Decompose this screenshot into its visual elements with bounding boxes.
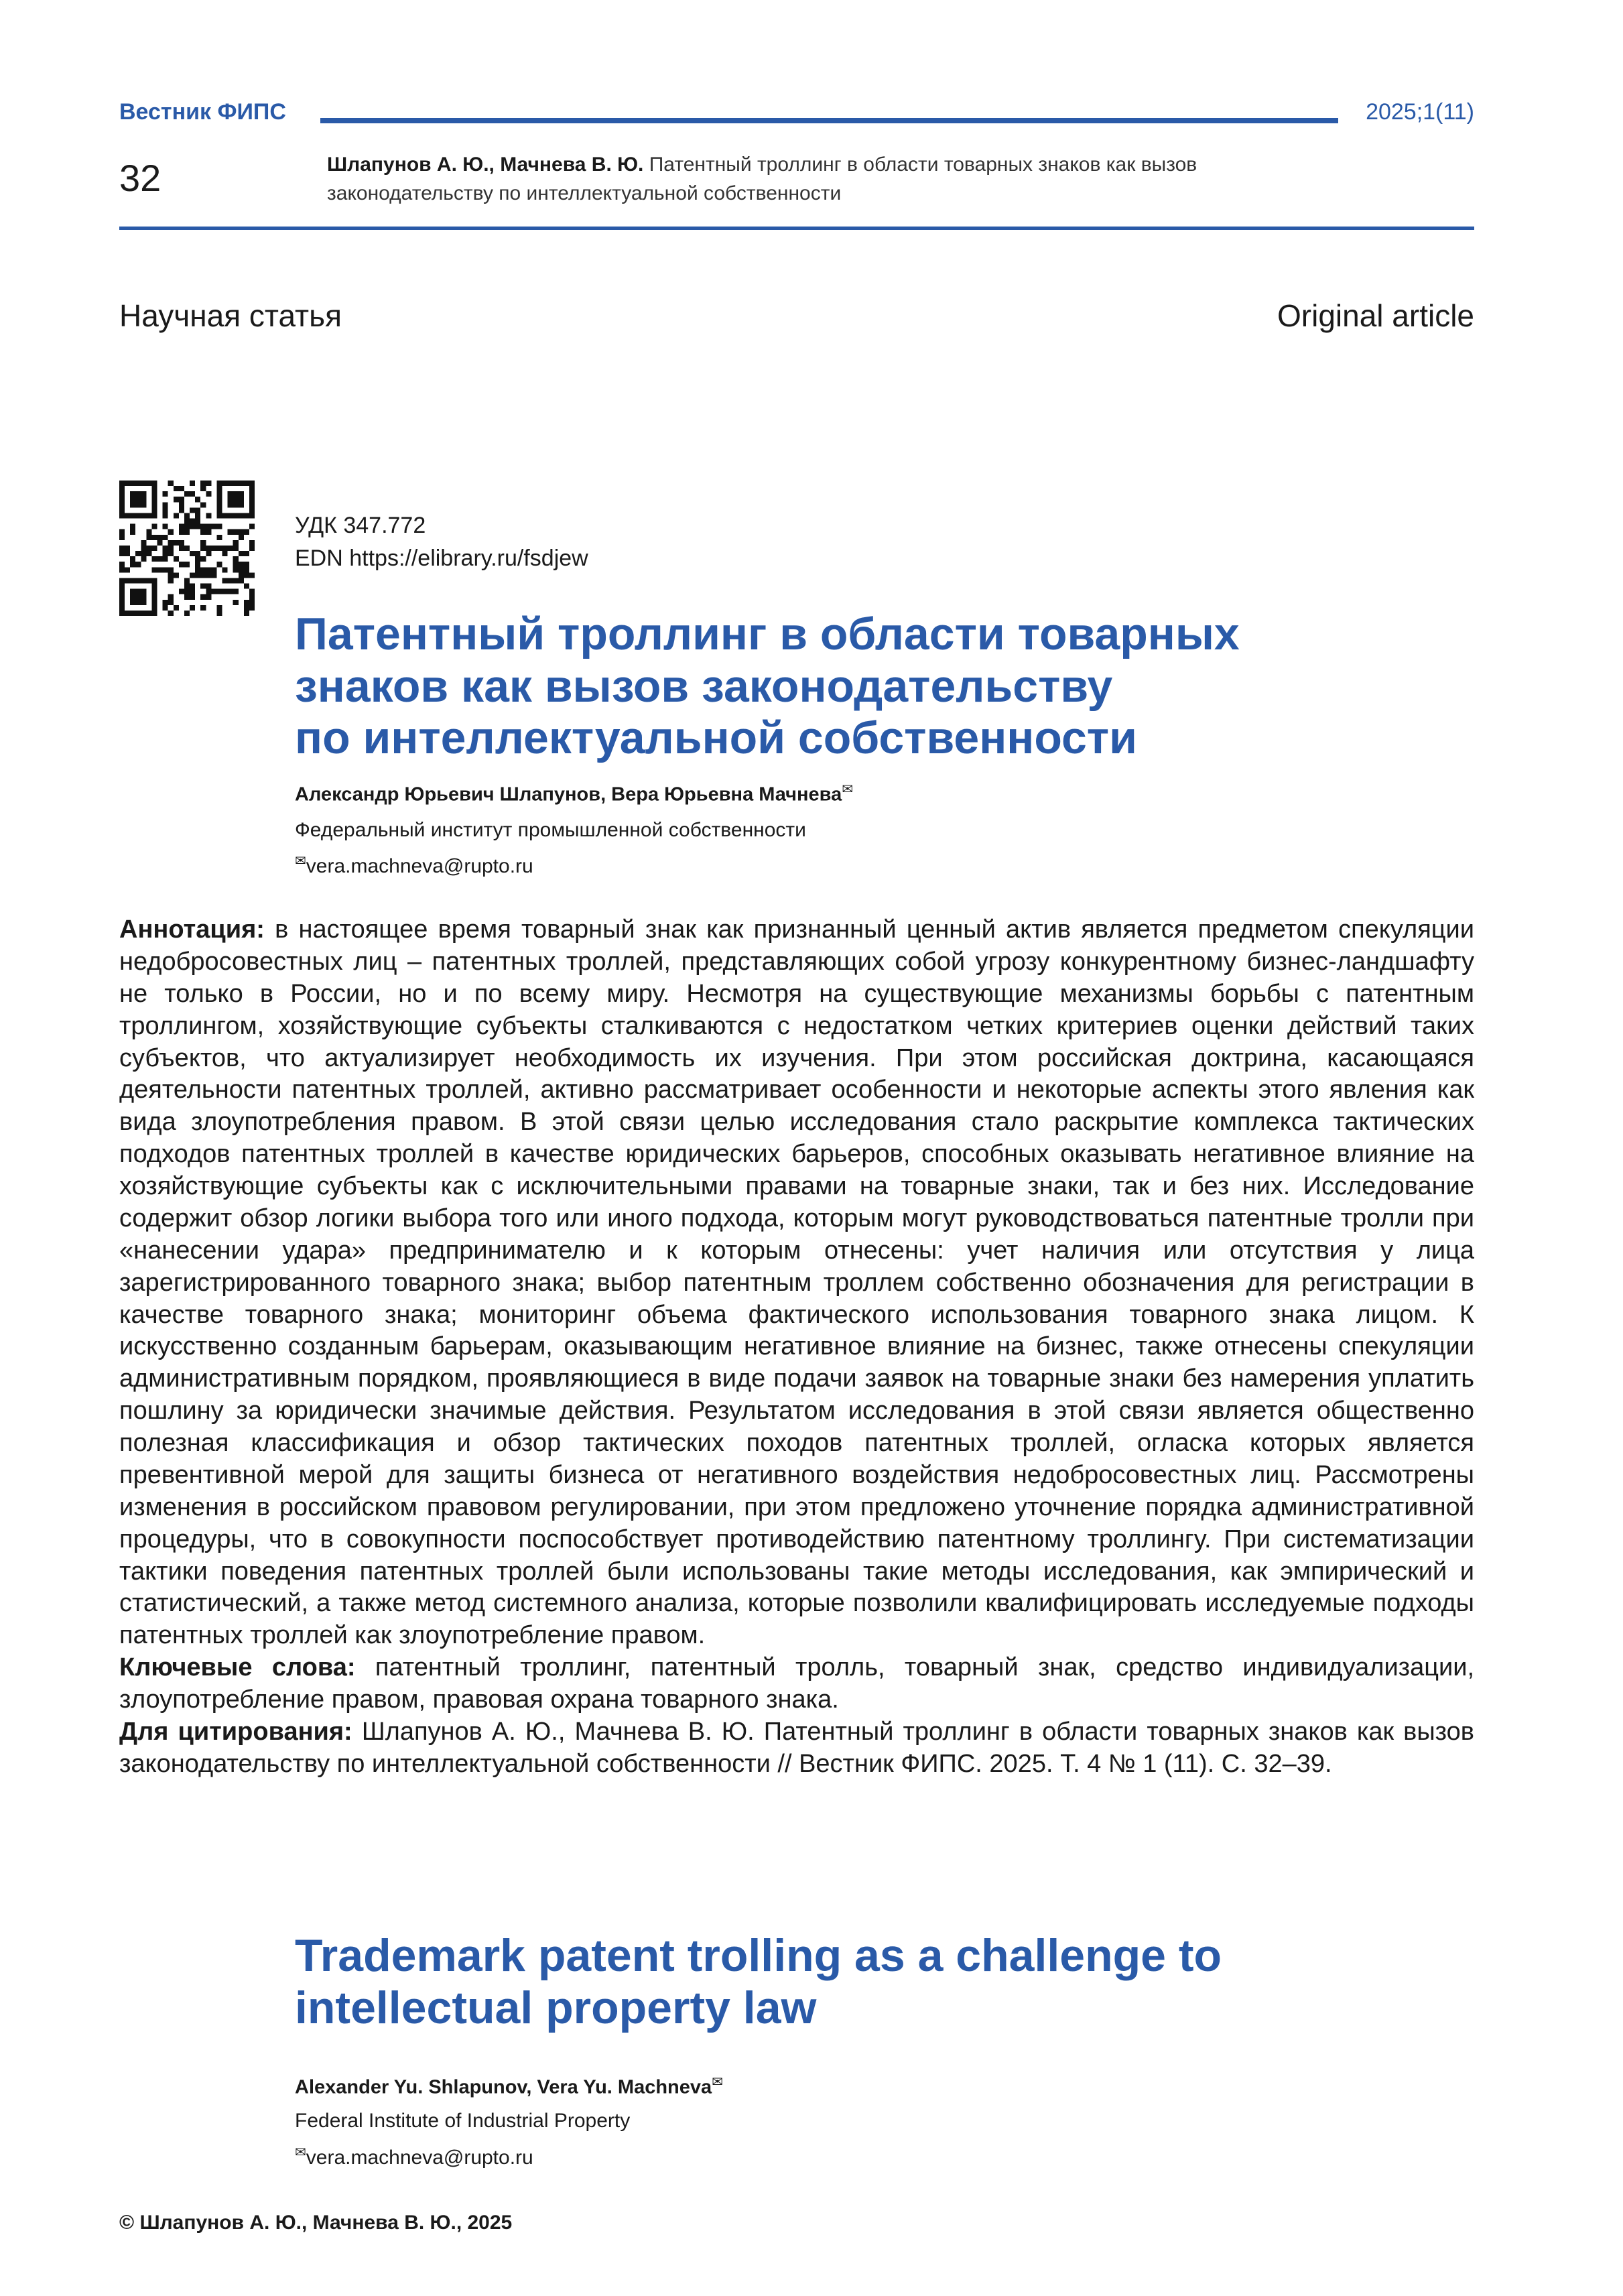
abstract-block [119, 914, 1474, 1781]
copyright: © Шлапунов А. Ю., Мачнева В. Ю., 2025 [119, 2212, 513, 2234]
authors-en-names: Alexander Yu. Shlapunov, Vera Yu. Machneva [295, 2076, 712, 2098]
article-title-ru [295, 609, 1501, 765]
envelope-icon: ✉ [295, 2145, 306, 2160]
citation-label: Для цитирования: [119, 1717, 352, 1746]
title-ru-line: по интеллектуальной собственности [295, 712, 1137, 764]
email-ru [295, 854, 533, 877]
running-head-rule [119, 227, 1474, 230]
citation-text: Шлапунов А. Ю., Мачнева В. Ю. Патентный троллинг в области товарных знаков как вызов законодательству по интеллектуальной собственности // Вестник ФИПС. 2025. Т. 4 № 1 (11). С. 32–39. [119, 1717, 1474, 1778]
envelope-icon: ✉ [712, 2075, 723, 2090]
abstract [119, 914, 1474, 1652]
journal-name: Вестник ФИПС [119, 99, 286, 125]
affiliation-en: Federal Institute of Industrial Property [295, 2110, 631, 2132]
title-ru-line: знаков как вызов законодательству [295, 660, 1113, 712]
running-head-authors: Шлапунов А. Ю., Мачнева В. Ю. [327, 153, 644, 176]
qr-code [119, 481, 255, 616]
issue-number: 2025;1(11) [1366, 99, 1474, 125]
keywords [119, 1652, 1474, 1716]
title-en-line: Trademark patent trolling as a challenge to [295, 1930, 1222, 1981]
citation [119, 1716, 1474, 1781]
running-head [327, 151, 1332, 208]
keywords-text: патентный троллинг, патентный тролль, товарный знак, средство индивидуализации, злоупотребление правом, правовая охрана товарного знака. [119, 1653, 1474, 1714]
keywords-label: Ключевые слова: [119, 1653, 356, 1682]
article-type-ru: Научная статья [119, 298, 342, 333]
edn-link: EDN https://elibrary.ru/fsdjew [295, 546, 588, 572]
identifiers [295, 509, 588, 576]
title-ru-line: Патентный троллинг в области товарных [295, 609, 1240, 659]
page-number: 32 [119, 157, 161, 199]
abstract-text: в настоящее время товарный знак как признанный ценный актив является предметом спекуляции недобросовестных лиц – патентных троллей, представляющих собой угрозу конкурентному бизнес-ландшафту не только в России, но и по всему миру. Несмотря на существующие механизмы борьбы с патентным троллингом, хозяйствующие субъекты сталкиваются с недостатком четких критериев оценки действий таких субъектов, что актуализирует необходимость их изучения. При этом российская доктрина, касающаяся деятельности патентных троллей, активно рассматривает особенности и некоторые аспекты этого явления как вида злоупотребления правом. В этой связи целью исследования стало раскрытие комплекса тактических подходов патентных троллей в качестве юридических барьеров, способных оказывать негативное влияние на хозяйствующие субъекты как с исключительными правами на товарные знаки, так и без них. Исследование содержит обзор логики выбора того или иного подхода, которым могут руководствоваться патентные тролли при «нанесении удара» предпринимателю и к которым отнесены: учет наличия или отсутствия у лица зарегистрированного товарного знака; выбор патентным троллем собственно обозначения для регистрации в качестве товарного знака; мониторинг объема фактического использования товарного знака лицом. К искусственно созданным барьерам, оказывающим негативное влияние на бизнес, также отнесены спекуляции административным порядком, проявляющиеся в виде подачи заявок на товарные знаки без намерения уплатить пошлину за юридически значимые действия. Результатом исследования в этой связи является общественно полезная классификация и обзор тактических походов патентных троллей, огласка которых является превентивной мерой для защиты бизнеса от негативного воздействия недобросовестных лиц. Рассмотрены изменения в российском правовом регулировании, при этом предложено уточнение порядка административной процедуры, что в совокупности поспособствует противодействию патентному троллингу. При систематизации тактики поведения патентных троллей были использованы такие методы исследования, как эмпирический и статистический, а также метод системного анализа, которые позволили квалифицировать исследуемые подходы патентных троллей как злоупотребление правом. [119, 915, 1474, 1650]
abstract-label: Аннотация: [119, 915, 265, 944]
article-type-en: Original article [1277, 298, 1474, 333]
envelope-icon: ✉ [842, 782, 853, 797]
running-head-title-2: законодательству по интеллектуальной собственности [327, 182, 842, 204]
authors-en [295, 2076, 723, 2098]
email-ru-address: vera.machneva@rupto.ru [306, 855, 533, 877]
running-head-title-1: Патентный троллинг в области товарных знаков как вызов [649, 153, 1197, 176]
affiliation-ru: Федеральный институт промышленной собственности [295, 819, 806, 841]
udk-code: УДК 347.772 [295, 513, 426, 538]
envelope-icon: ✉ [295, 854, 306, 869]
authors-ru-names: Александр Юрьевич Шлапунов, Вера Юрьевна Мачнева [295, 783, 842, 806]
article-title-en [295, 1930, 1501, 2034]
email-en-address: vera.machneva@rupto.ru [306, 2147, 533, 2169]
email-en [295, 2146, 533, 2168]
authors-ru [295, 783, 853, 805]
header-rule [320, 118, 1338, 123]
title-en-line: intellectual property law [295, 1982, 817, 2033]
